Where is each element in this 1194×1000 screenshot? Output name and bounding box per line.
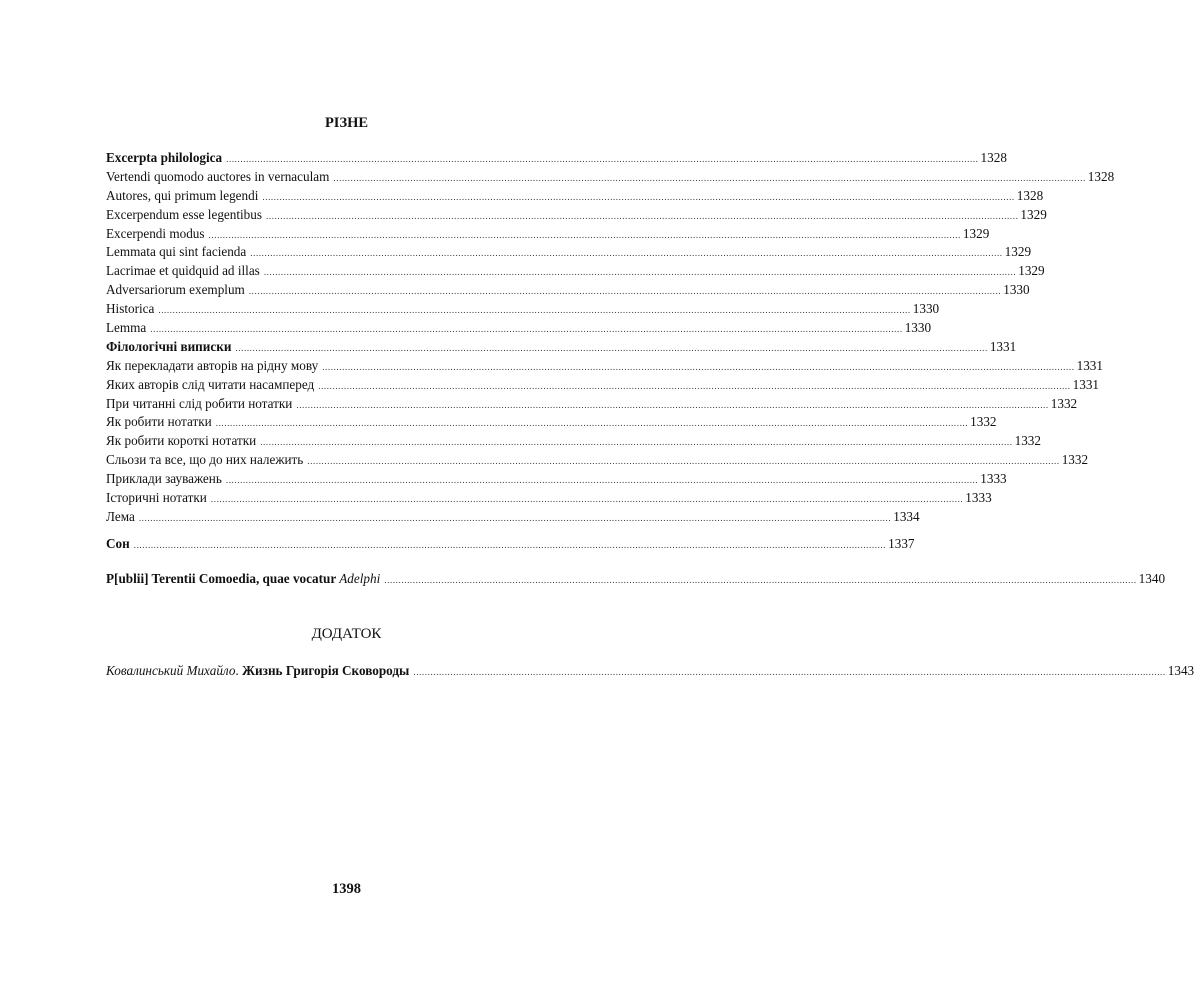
toc-entry-page: 1329: [962, 225, 990, 241]
toc-entry-label: Як робити нотатки: [106, 414, 212, 430]
toc-entry-label: Сон: [106, 536, 130, 551]
toc-entry[interactable]: [106, 149, 1007, 168]
toc-entry-label: Excerpendi modus: [106, 225, 205, 241]
toc-entry-terentii[interactable]: [106, 570, 1166, 589]
toc-entry-page: 1328: [980, 150, 1007, 165]
leader-dots: ........................................................................................................................................................................................................................................................................: [235, 342, 988, 353]
leader-dots: ........................................................................................................................................................................................................................................................................: [248, 286, 1002, 297]
toc-entry-page: 1331: [1076, 357, 1103, 373]
toc-list-rizne: [106, 149, 1115, 527]
toc-entry[interactable]: [106, 187, 1044, 206]
toc-entry-page: 1332: [1014, 433, 1041, 449]
toc-entry-label: Excerpta philologica: [106, 150, 223, 165]
toc-entry[interactable]: [106, 470, 1007, 489]
leader-dots: ........................................................................................................................................................................................................................................................................: [150, 324, 903, 335]
toc-entry-label: Excerpendum esse legentibus: [106, 206, 263, 222]
leader-dots: ........................................................................................................................................................................................................................................................................: [266, 210, 1019, 221]
toc-entry-page: 1328: [1087, 168, 1115, 184]
section-title-dodatok: ДОДАТОК: [311, 626, 382, 642]
toc-entry-label: Lemma: [106, 320, 147, 336]
toc-entry-page: 1332: [1061, 452, 1089, 468]
leader-dots: ........................................................................................................................................................................................................................................................................: [333, 172, 1086, 183]
toc-entry-label: Lacrimae et quidquid ad illas: [106, 263, 260, 279]
toc-entry-son-block: [106, 535, 915, 554]
toc-entry-page: 1329: [1018, 263, 1045, 279]
page-number: 1398: [332, 881, 361, 897]
leader-dots: ........................................................................................................................................................................................................................................................................: [318, 380, 1071, 391]
toc-entry-label: Приклади зауважень: [106, 471, 222, 487]
toc-entry-page: 1331: [1072, 376, 1100, 392]
leader-dots: ........................................................................................................................................................................................................................................................................: [138, 512, 892, 523]
toc-entry-page: 1340: [1138, 571, 1166, 586]
toc-entry-page: 1330: [912, 301, 940, 317]
toc-entry[interactable]: [106, 489, 992, 508]
leader-dots: ........................................................................................................................................................................................................................................................................: [413, 667, 1166, 677]
leader-dots: ........................................................................................................................................................................................................................................................................: [215, 418, 969, 429]
toc-entry[interactable]: [106, 413, 997, 432]
toc-entry-label: Vertendi quomodo auctores in vernaculam: [106, 168, 330, 184]
toc-entry-terentii-block: [106, 570, 1166, 589]
toc-entry-page: 1343: [1167, 663, 1194, 678]
leader-dots: ........................................................................................................................................................................................................................................................................: [133, 540, 887, 550]
toc-entry[interactable]: [106, 451, 1089, 470]
toc-entry[interactable]: [106, 338, 1017, 357]
section-title-rizne: РІЗНЕ: [324, 115, 369, 131]
toc-entry-page: 1334: [893, 508, 920, 524]
toc-entry-page: 1333: [965, 490, 992, 506]
toc-entry-page: 1329: [1004, 244, 1032, 260]
toc-entry-label: При читанні слід робити нотатки: [106, 395, 293, 411]
toc-entry-label: Лема: [106, 508, 135, 524]
toc-entry[interactable]: [106, 225, 990, 244]
toc-entry-label: Історичні нотатки: [106, 490, 207, 506]
toc-entry-label: Як перекладати авторів на рідну мову: [106, 357, 319, 373]
toc-entry[interactable]: [106, 432, 1041, 451]
toc-entry[interactable]: [106, 508, 920, 527]
toc-entry-label: Як робити короткі нотатки: [106, 433, 257, 449]
toc-entry-label: Historica: [106, 301, 155, 317]
leader-dots: ........................................................................................................................................................................................................................................................................: [262, 191, 1015, 202]
toc-entry-son[interactable]: [106, 535, 915, 554]
leader-dots: ........................................................................................................................................................................................................................................................................: [296, 399, 1049, 410]
toc-entry-label: Lemmata qui sint facienda: [106, 244, 247, 260]
toc-entry[interactable]: [106, 168, 1115, 187]
toc-entry[interactable]: [106, 300, 940, 319]
toc-entry-label: Філологічні виписки: [106, 338, 232, 354]
leader-dots: ........................................................................................................................................................................................................................................................................: [210, 494, 964, 505]
toc-entry-label: Autores, qui primum legendi: [106, 187, 259, 203]
toc-entry[interactable]: [106, 262, 1045, 281]
toc-entry-label: Яких авторів слід читати насамперед: [106, 376, 315, 392]
toc-entry-label: Adversariorum exemplum: [106, 282, 245, 298]
toc-entry-page: 1330: [1003, 282, 1030, 298]
toc-entry[interactable]: [106, 319, 932, 338]
toc-entry-appendix[interactable]: [106, 662, 1194, 681]
toc-entry-page: 1332: [970, 414, 997, 430]
toc-entry-appendix-block: [106, 662, 1194, 681]
leader-dots: ........................................................................................................................................................................................................................................................................: [322, 361, 1075, 372]
leader-dots: ........................................................................................................................................................................................................................................................................: [208, 229, 961, 240]
toc-entry[interactable]: [106, 281, 1030, 300]
leader-dots: ........................................................................................................................................................................................................................................................................: [226, 154, 979, 164]
toc-entry[interactable]: [106, 357, 1103, 376]
appendix-title: Жизнь Григорія Сковороды: [242, 663, 410, 678]
toc-entry-page: 1332: [1050, 395, 1078, 411]
toc-entry-label: [106, 662, 409, 681]
toc-entry-page: 1328: [1016, 187, 1044, 203]
leader-dots: ........................................................................................................................................................................................................................................................................: [260, 437, 1013, 448]
toc-entry[interactable]: [106, 206, 1047, 225]
leader-dots: ........................................................................................................................................................................................................................................................................: [263, 267, 1017, 278]
toc-entry[interactable]: [106, 376, 1100, 395]
leader-dots: ........................................................................................................................................................................................................................................................................: [225, 475, 979, 486]
toc-entry[interactable]: [106, 243, 1032, 262]
appendix-author: Ковалинський Михайло: [106, 663, 236, 678]
toc-entry-page: 1331: [989, 338, 1017, 354]
toc-entry-page: 1330: [904, 320, 932, 336]
toc-entry-label-text: P[ublii] Terentii Comoedia, quae vocatur: [106, 571, 340, 586]
toc-entry-label: Сльози та все, що до них належить: [106, 452, 304, 468]
appendix-separator: .: [235, 663, 243, 678]
leader-dots: ........................................................................................................................................................................................................................................................................: [250, 248, 1003, 259]
toc-entry-label-italic: Adelphi: [339, 571, 381, 586]
toc-entry-label: [106, 570, 380, 589]
leader-dots: ........................................................................................................................................................................................................................................................................: [384, 575, 1137, 585]
toc-entry[interactable]: [106, 395, 1078, 414]
leader-dots: ........................................................................................................................................................................................................................................................................: [307, 456, 1060, 467]
toc-entry-page: 1329: [1020, 206, 1047, 222]
toc-entry-page: 1337: [888, 536, 915, 551]
toc-entry-page: 1333: [980, 471, 1007, 487]
leader-dots: ........................................................................................................................................................................................................................................................................: [158, 305, 911, 316]
